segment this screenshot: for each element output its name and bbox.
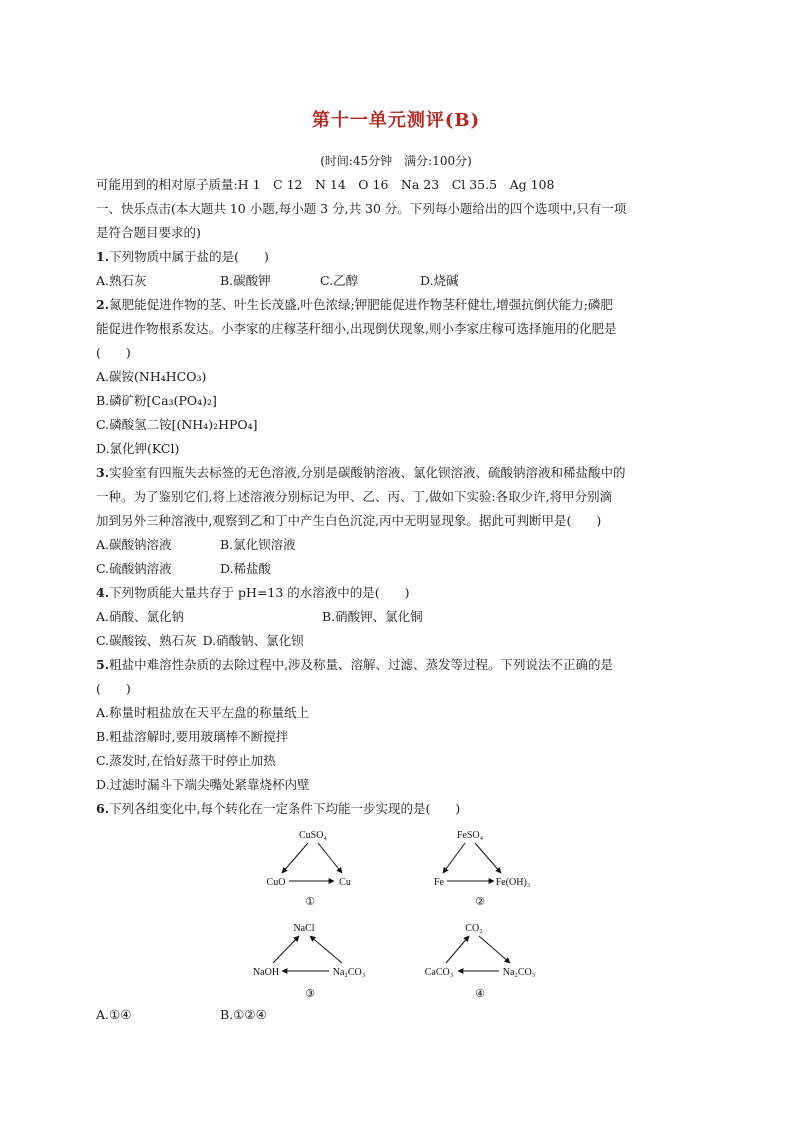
question-text: 实验室有四瓶失去标签的无色溶液,分别是碳酸钠溶液、氯化钡溶液、硫酸钠溶液和稀盐酸中的 <box>109 465 626 480</box>
option-a: A.碳铵(NH₄HCO₃) <box>96 369 207 384</box>
option-d: D.烧碱 <box>420 273 459 288</box>
question-3-options-ab <box>96 533 696 557</box>
question-3-line2: 一种。为了鉴别它们,将上述溶液分别标记为甲、乙、丙、丁,做如下实验:各取少许,将甲分别滴 <box>96 489 613 504</box>
question-number: 5. <box>96 657 110 672</box>
arrow-right-to-top <box>310 936 342 963</box>
option-d: D.稀盐酸 <box>220 561 272 576</box>
arrow-left-to-top <box>273 936 299 963</box>
diagram-1-label: ① <box>305 895 315 908</box>
exam-page <box>96 106 696 1027</box>
option-a: A.称量时粗盐放在天平左盘的称量纸上 <box>96 705 310 720</box>
option-d: D.硝酸钠、氯化钡 <box>202 633 304 648</box>
diagram-4 <box>425 923 536 1000</box>
arrow-top-to-right <box>318 843 342 873</box>
option-c: C.碳酸铵、熟石灰 <box>96 633 197 648</box>
diagram-1-left: CuO <box>266 877 286 888</box>
question-1 <box>96 245 696 269</box>
question-number: 6. <box>96 801 110 816</box>
question-2-line3: ( ) <box>96 345 131 360</box>
option-b: B.氯化钡溶液 <box>220 537 296 552</box>
conversion-diagrams-svg <box>96 823 696 1003</box>
option-c: C.磷酸氢二铵[(NH₄)₂HPO₄] <box>96 417 258 432</box>
question-3 <box>96 461 696 485</box>
option-b: B.①②④ <box>220 1007 267 1022</box>
option-d: D.过滤时漏斗下端尖嘴处紧靠烧杯内壁 <box>96 777 310 792</box>
question-number: 1. <box>96 249 110 264</box>
option-b: B.碳酸钾 <box>220 273 271 288</box>
diagram-1-right: Cu <box>339 877 351 888</box>
diagram-3-right: Na₂CO₃ <box>332 967 366 978</box>
conversion-diagrams <box>96 823 696 1003</box>
option-b: B.磷矿粉[Ca₃(PO₄)₂] <box>96 393 217 408</box>
diagram-3 <box>253 923 365 1000</box>
option-c: C.硫酸钠溶液 <box>96 561 172 576</box>
diagram-3-label: ③ <box>305 987 315 1000</box>
question-3-line3: 加到另外三种溶液中,观察到乙和丁中产生白色沉淀,丙中无明显现象。据此可判断甲是( ) <box>96 513 602 528</box>
question-5 <box>96 653 696 677</box>
question-text: 氮肥能促进作物的茎、叶生长茂盛,叶色浓绿;钾肥能促进作物茎秆健壮,增强抗倒伏能力;磷肥 <box>109 297 613 312</box>
question-2 <box>96 293 696 317</box>
page-title: 第十一单元测评(B) <box>311 110 481 131</box>
diagram-2-right: Fe(OH)₃ <box>495 877 531 888</box>
question-6 <box>96 797 696 821</box>
diagram-4-top: CO₂ <box>465 923 483 934</box>
arrow-top-to-left <box>282 843 308 873</box>
question-text: 下列各组变化中,每个转化在一定条件下均能一步实现的是( ) <box>109 801 461 816</box>
question-6-options <box>96 1003 696 1027</box>
arrow-top-to-right <box>475 843 501 873</box>
option-c: C.乙醇 <box>320 273 359 288</box>
option-a: A.熟石灰 <box>96 273 147 288</box>
atomic-masses: 可能用到的相对原子质量:H 1 C 12 N 14 O 16 Na 23 Cl 35.5 Ag 108 <box>96 177 555 192</box>
option-a: A.硝酸、氯化钠 <box>96 609 185 624</box>
question-number: 2. <box>96 297 110 312</box>
option-c: C.蒸发时,在恰好蒸干时停止加热 <box>96 753 276 768</box>
option-b: B.粗盐溶解时,要用玻璃棒不断搅拌 <box>96 729 289 744</box>
diagram-2 <box>434 830 530 908</box>
arrow-left-to-top <box>446 936 469 963</box>
diagram-4-right: Na₂CO₃ <box>502 967 536 978</box>
question-1-options <box>96 269 696 293</box>
option-a: A.①④ <box>96 1007 132 1022</box>
time-score-info: (时间:45分钟 满分:100分) <box>320 154 472 168</box>
diagram-3-left: NaOH <box>252 967 280 978</box>
diagram-1-top: CuSO₄ <box>299 830 327 841</box>
option-b: B.硝酸钾、氯化铜 <box>322 609 423 624</box>
question-5-line2: ( ) <box>96 681 131 696</box>
question-3-options-cd <box>96 557 696 581</box>
question-text: 下列物质中属于盐的是( ) <box>109 249 269 264</box>
question-4-options-cd <box>96 629 696 653</box>
section-instructions-line2: 是符合题目要求的) <box>96 225 201 240</box>
diagram-4-label: ④ <box>475 987 485 1000</box>
option-d: D.氯化钾(KCl) <box>96 441 180 456</box>
question-number: 3. <box>96 465 110 480</box>
diagram-2-left: Fe <box>434 877 444 888</box>
question-number: 4. <box>96 585 110 600</box>
question-text: 粗盐中难溶性杂质的去除过程中,涉及称量、溶解、过滤、蒸发等过程。下列说法不正确的是 <box>109 657 614 672</box>
section-instructions-line1: 一、快乐点击(本大题共 10 小题,每小题 3 分,共 30 分。下列每小题给出的四个选项中,只有一项 <box>96 201 627 216</box>
question-4 <box>96 581 696 605</box>
question-4-options-ab <box>96 605 696 629</box>
diagram-2-label: ② <box>475 895 485 908</box>
option-a: A.碳酸钠溶液 <box>96 537 172 552</box>
arrow-top-to-left <box>443 843 465 873</box>
question-2-line2: 能促进作物根系发达。小李家的庄稼茎秆细小,出现倒伏现象,则小李家庄稼可选择施用的化肥是 <box>96 321 617 336</box>
question-text: 下列物质能大量共存于 pH=13 的水溶液中的是( ) <box>109 585 410 600</box>
diagram-2-top: FeSO₄ <box>456 830 484 841</box>
diagram-3-top: NaCl <box>293 923 315 934</box>
arrow-top-to-right <box>479 936 510 963</box>
diagram-1 <box>267 830 351 908</box>
diagram-4-left: CaCO₃ <box>424 967 454 978</box>
